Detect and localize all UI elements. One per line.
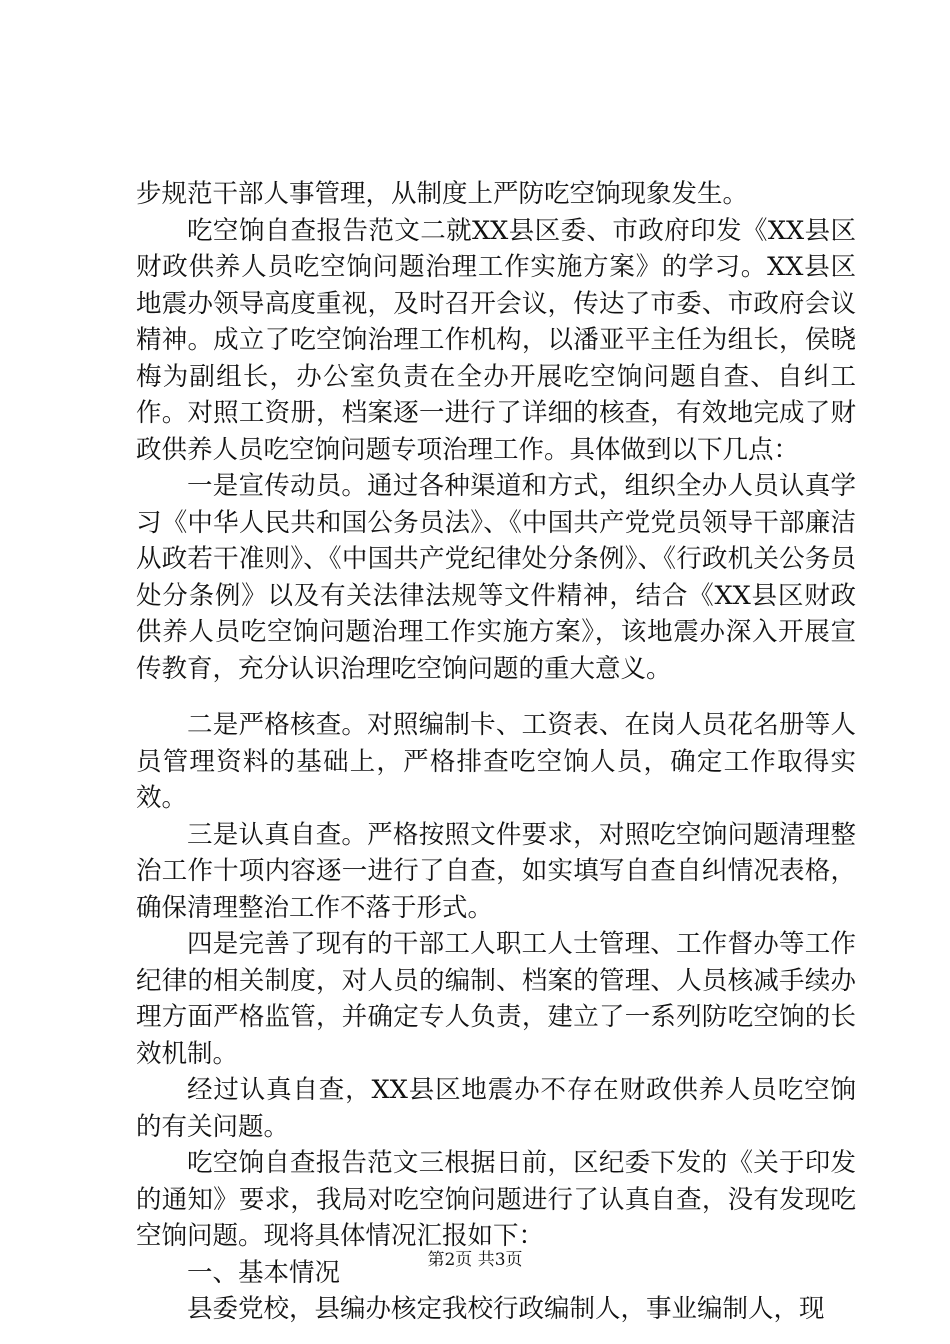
paragraph-sample-two-intro: 吃空饷自查报告范文二就XX县区委、市政府印发《XX县区财政供养人员吃空饷问题治理工作实施方案》的学习。XX县区地震办领导高度重视，及时召开会议，传达了市委、市政府会议精神。成立了吃空饷治理工作机构，以潘亚平主任为组长，侯晓梅为副组长，办公室负责在全办开展吃空饷问题自查、自纠工作。对照工资册，档案逐一进行了详细的核查，有效地完成了财政供养人员吃空饷问题专项治理工作。具体做到以下几点： xyxy=(136,215,856,465)
paragraph-conclusion: 经过认真自查，XX县区地震办不存在财政供养人员吃空饷的有关问题。 xyxy=(136,1075,856,1142)
paragraph-point-one: 一是宣传动员。通过各种渠道和方式，组织全办人员认真学习《中华人民共和国公务员法》、《中国共产党党员领导干部廉洁从政若干准则》、《中国共产党纪律处分条例》、《行政机关公务员处分条例》以及有关法律法规等文件精神，结合《XX县区财政供养人员吃空饷问题治理工作实施方案》，该地震办深入开展宣传教育，充分认识治理吃空饷问题的重大意义。 xyxy=(136,471,856,684)
paragraph-spacer xyxy=(136,687,856,707)
document-body xyxy=(136,176,856,1328)
page-number-footer: 第2页 共3页 xyxy=(427,1250,523,1270)
paragraph-continuation: 步规范干部人事管理，从制度上严防吃空饷现象发生。 xyxy=(136,179,749,209)
paragraph-point-three: 三是认真自查。严格按照文件要求，对照吃空饷问题清理整治工作十项内容逐一进行了自查，如实填写自查自纠情况表格，确保清理整治工作不落于形式。 xyxy=(136,819,856,923)
paragraph-point-four: 四是完善了现有的干部工人职工人士管理、工作督办等工作纪律的相关制度，对人员的编制、档案的管理、人员核减手续办理方面严格监管，并确定专人负责，建立了一系列防吃空饷的长效机制。 xyxy=(136,929,856,1069)
section-heading-basic-info: 一、基本情况 xyxy=(187,1257,341,1288)
paragraph-sample-three-intro: 吃空饷自查报告范文三根据日前，区纪委下发的《关于印发的通知》要求，我局对吃空饷问题进行了认真自查，没有发现吃空饷问题。现将具体情况汇报如下： xyxy=(136,1148,856,1251)
paragraph-point-two: 二是严格核查。对照编制卡、工资表、在岗人员花名册等人员管理资料的基础上，严格排查吃空饷人员，确定工作取得实效。 xyxy=(136,710,856,813)
paragraph-basic-info: 县委党校，县编办核定我校行政编制人，事业编制人，现 xyxy=(187,1294,825,1324)
